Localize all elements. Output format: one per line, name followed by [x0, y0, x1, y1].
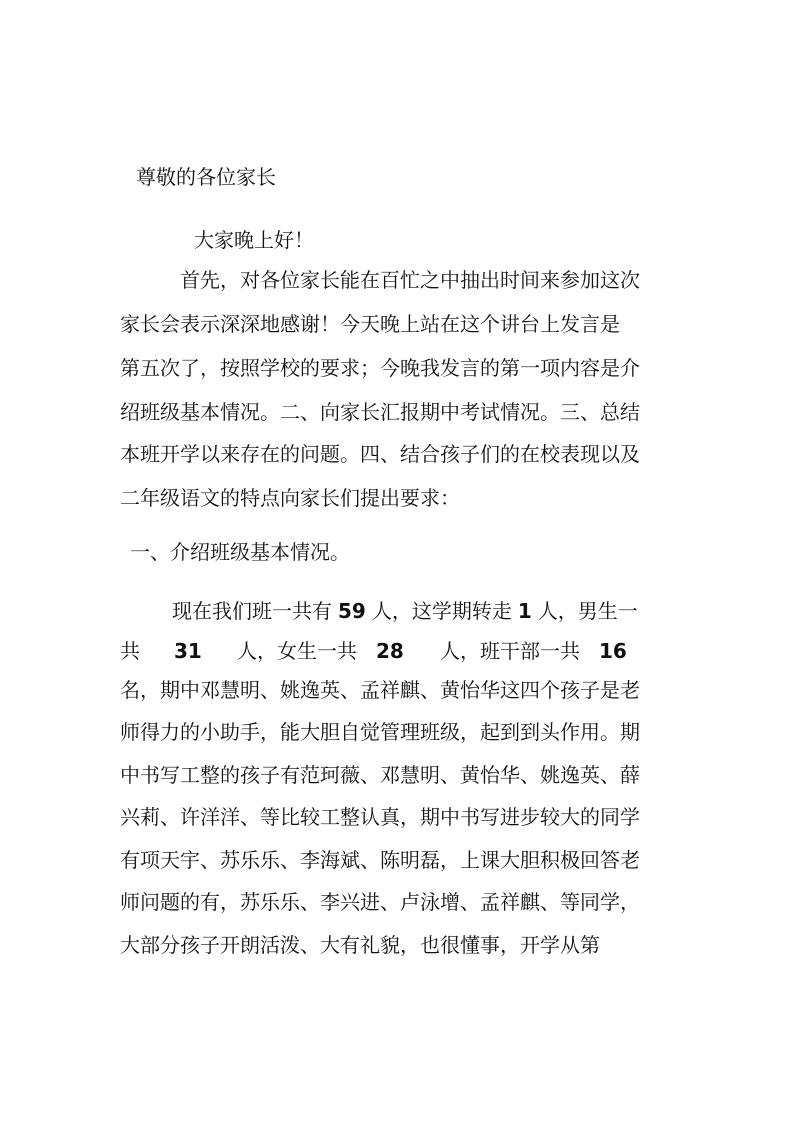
cadres-count-value: 16: [599, 639, 627, 663]
boys-count-value: 31: [174, 639, 202, 663]
intro-line: 家长会表示深深地感谢！今天晚上站在这个讲台上发言是: [120, 312, 620, 336]
intro-line: 第五次了，按照学校的要求；今晚我发言的第一项内容是介: [120, 356, 640, 380]
body-line: 中书写工整的孩子有范珂薇、邓慧明、黄怡华、姚逸英、薛: [120, 763, 640, 787]
stats-line: [172, 598, 638, 624]
stats-text: 人，这学期转走: [371, 599, 512, 623]
stats-text: 人，班干部一共: [440, 639, 580, 663]
transferred-value: 1: [517, 599, 532, 623]
intro-line: 二年级语文的特点向家长们提出要求：: [120, 486, 460, 510]
girls-count-value: 28: [376, 639, 404, 663]
intro-line: 绍班级基本情况。二、向家长汇报期中考试情况。三、总结: [120, 400, 640, 424]
stats-text: 人，男生一: [537, 599, 638, 623]
intro-line: 本班开学以来存在的问题。四、结合孩子们的在校表现以及: [120, 442, 640, 466]
body-line: 大部分孩子开朗活泼、大有礼貌，也很懂事，开学从第: [120, 933, 600, 957]
stats-text: 人，女生一共: [237, 639, 357, 663]
body-line: 有项天宇、苏乐乐、李海斌、陈明磊，上课大胆积极回答老: [120, 848, 640, 872]
total-students-value: 59: [338, 599, 366, 623]
body-line: 兴莉、许洋洋、等比较工整认真，期中书写进步较大的同学: [120, 805, 640, 829]
body-line: 师得力的小助手，能大胆自觉管理班级，起到到头作用。期: [120, 720, 640, 744]
body-line: 师问题的有，苏乐乐、李兴进、卢泳增、孟祥麒、等同学，: [120, 890, 640, 914]
stats-text: 共: [120, 639, 140, 663]
intro-line: 首先，对各位家长能在百忙之中抽出时间来参加这次: [180, 268, 640, 292]
salutation: 尊敬的各位家长: [136, 165, 276, 189]
body-line: 名，期中邓慧明、姚逸英、孟祥麒、黄怡华这四个孩子是老: [120, 678, 640, 702]
stats-text: 现在我们班一共有: [172, 599, 332, 623]
greeting: 大家晚上好！: [194, 228, 314, 252]
section-heading: 一、介绍班级基本情况。: [130, 540, 350, 564]
